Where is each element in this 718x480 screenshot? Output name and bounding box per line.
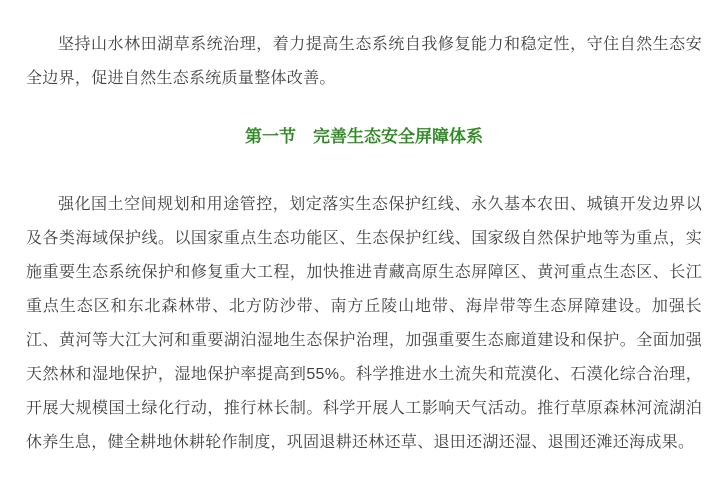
paragraph-main: 强化国土空间规划和用途管控，划定落实生态保护红线、永久基本农田、城镇开发边界以及各类海域保护线。以国家重点生态功能区、生态保护红线、国家级自然保护地等为重点，实施重要生态系统保护和修复重大工程，加快推进青藏高原生态屏障区、黄河重点生态区、长江重点生态区和东北森林带、北方防沙带、南方丘陵山地带、海岸带等生态屏障建设。加强长江、黄河等大江大河和重要湖泊湿地生态保护治理，加强重要生态廊道建设和保护。全面加强天然林和湿地保护，湿地保护率提高到55%。科学推进水土流失和荒漠化、石漠化综合治理，开展大规模国土绿化行动，推行林长制。科学开展人工影响天气活动。推行草原森林河流湖泊休养生息，健全耕地休耕轮作制度，巩固退耕还林还草、退田还湖还湿、退围还滩还海成果。 <box>26 196 702 451</box>
section-heading: 第一节 完善生态安全屏障体系 <box>245 127 483 146</box>
paragraph-intro: 坚持山水林田湖草系统治理，着力提高生态系统自我修复能力和稳定性，守住自然生态安全边界，促进自然生态系统质量整体改善。 <box>26 36 702 87</box>
